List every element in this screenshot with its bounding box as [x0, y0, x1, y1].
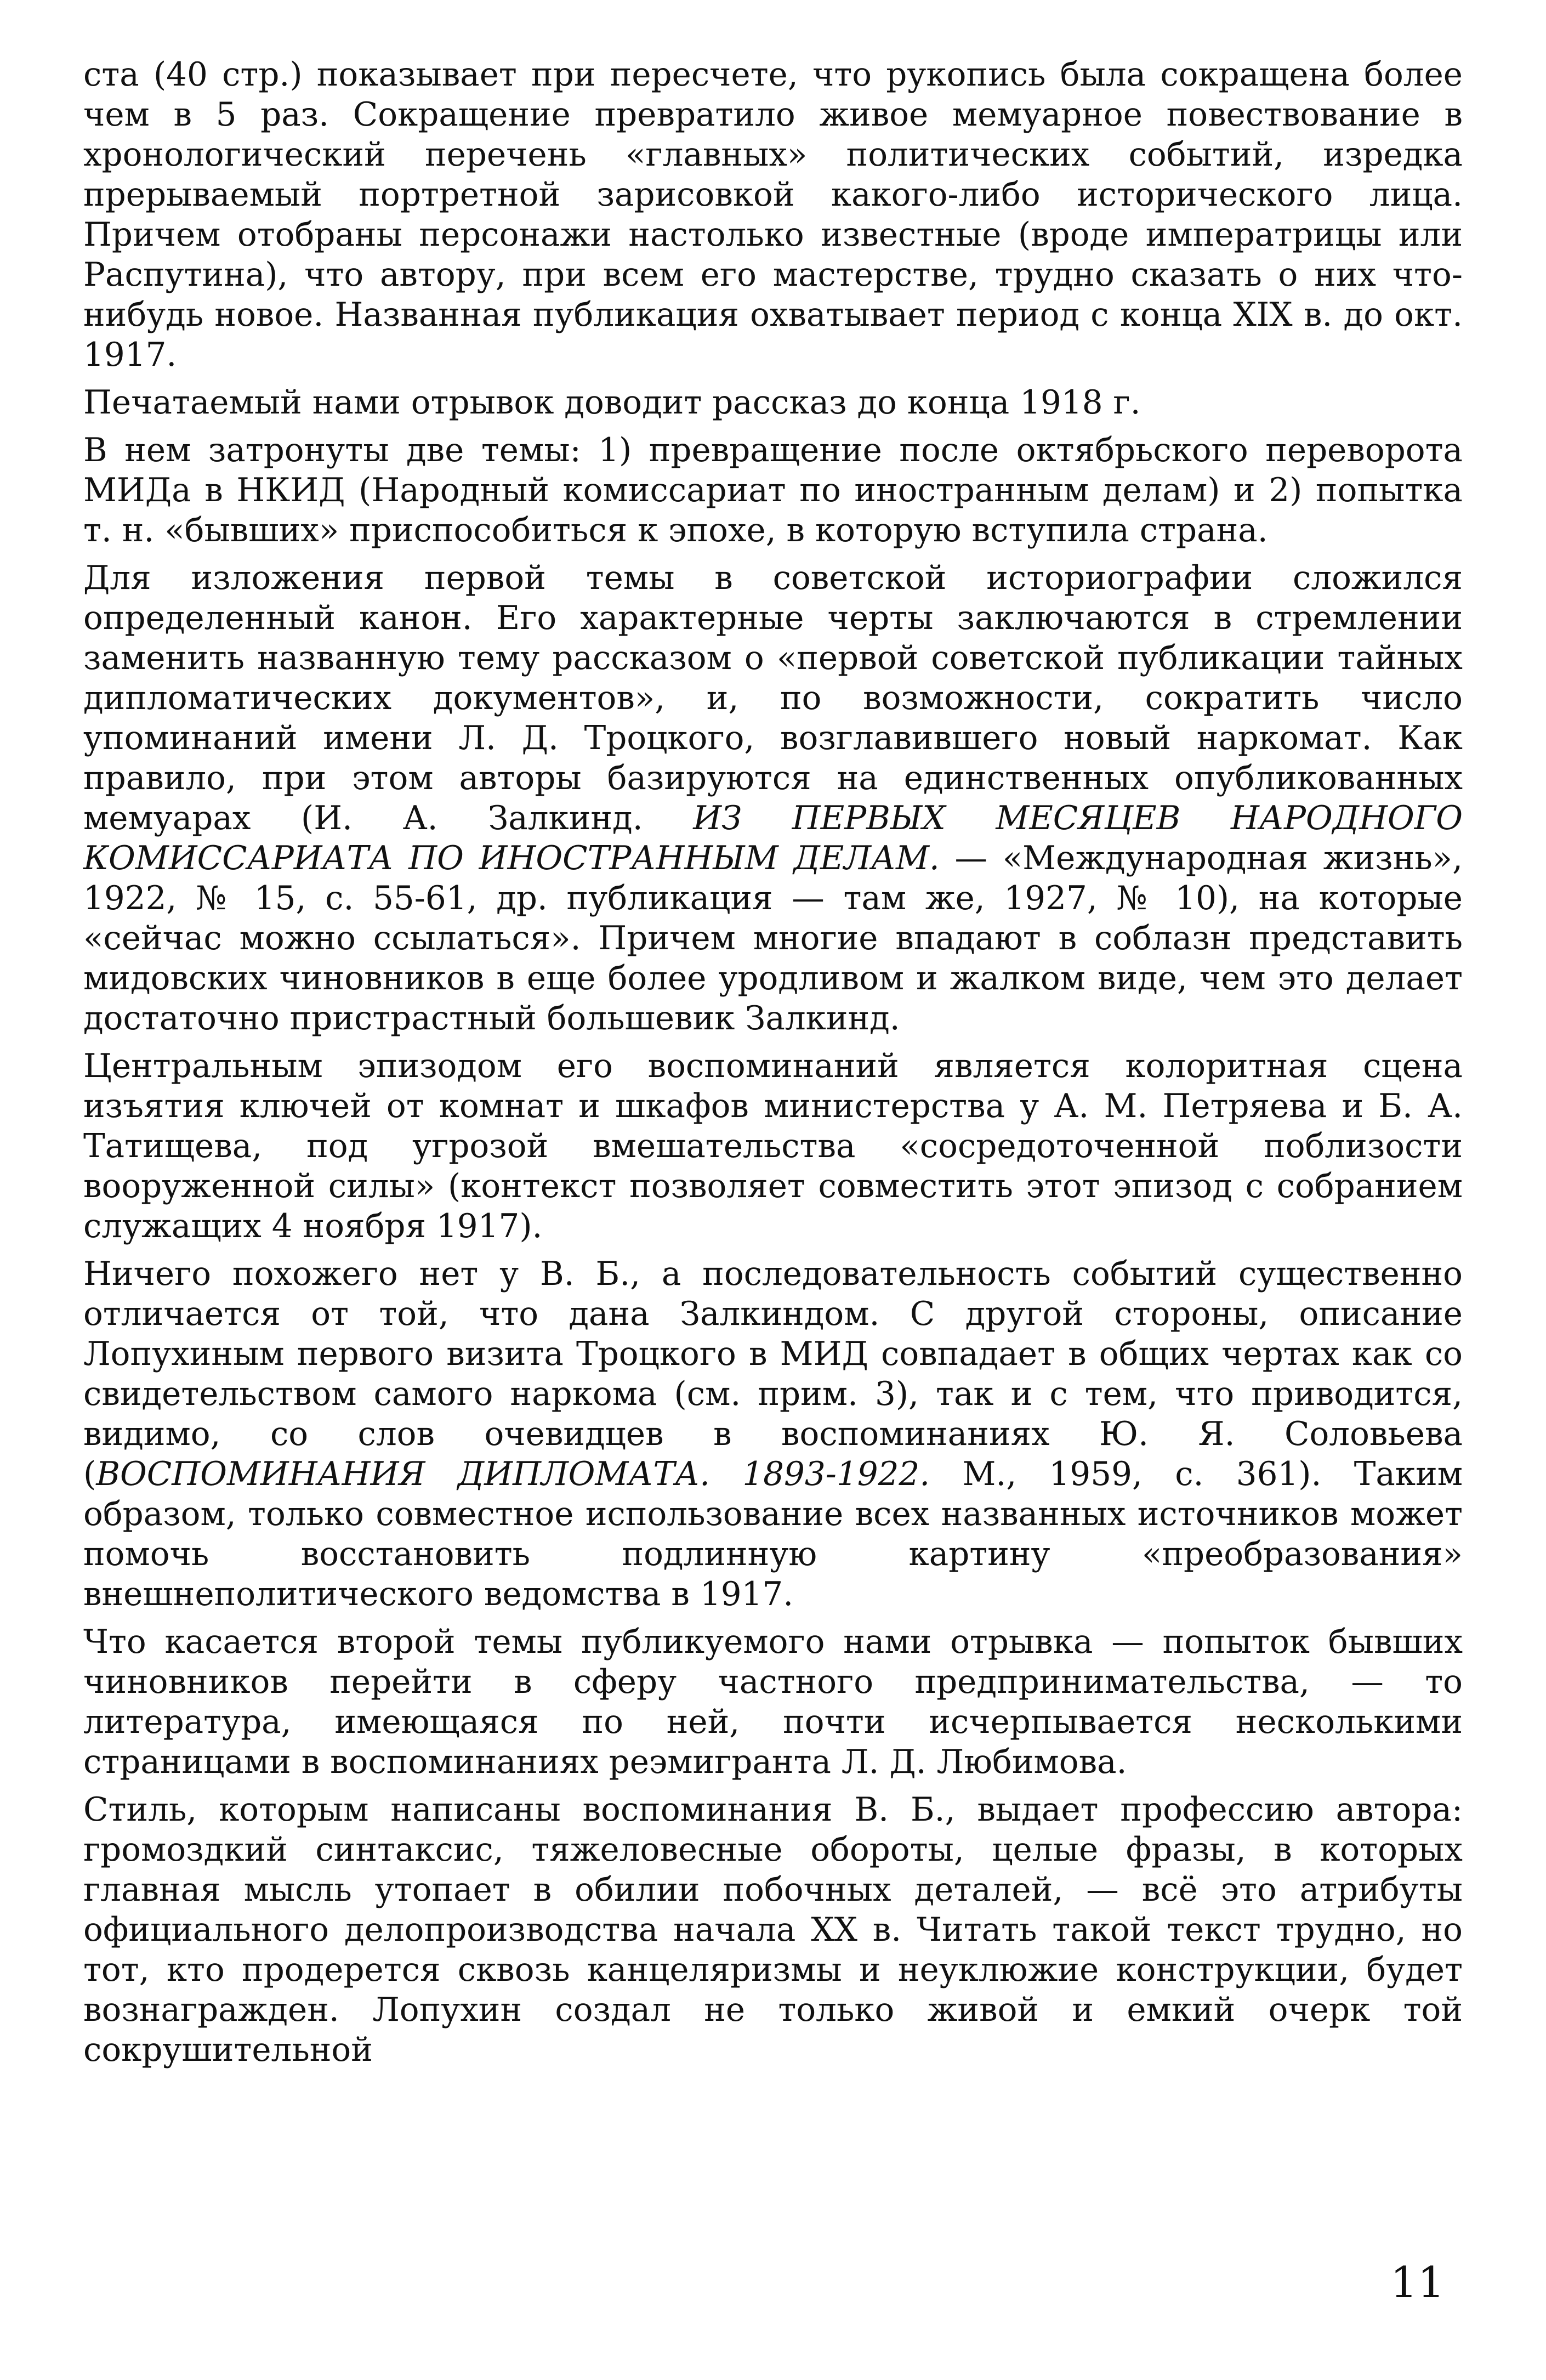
paragraph-4-rest: — «Международная жизнь», 1922, № 15, с. 55-61, др. публикация — там же, 1927, № 10), на которые «сейчас можно ссылаться». Причем многие впадают в соблазн представить мидовских чиновников в еще более уродливом и жалком виде, чем это делает достаточно пристрастный большевик Залкинд.: [83, 840, 1463, 1038]
paragraph-7: Что касается второй темы публикуемого нами отрывка — попыток бывших чиновников перейти в сферу частного предпринимательства, — то литература, имеющаяся по ней, почти исчерпывается несколькими страницами в воспоминаниях реэмигранта Л. Д. Любимова.: [83, 1623, 1463, 1781]
paragraph-4: [83, 558, 1463, 1039]
paragraph-5: Центральным эпизодом его воспоминаний является колоритная сцена изъятия ключей от комнат и шкафов министерства у А. М. Петряева и Б. А. Татищева, под угрозой вмешательства «сосредоточенной поблизости вооруженной силы» (контекст позволяет совместить этот эпизод с собранием служащих 4 ноября 1917).: [83, 1047, 1463, 1245]
paragraph-6: [83, 1254, 1463, 1614]
paragraph-4-italic-title: ИЗ ПЕРВЫХ МЕСЯЦЕВ НАРОДНОГО КОМИССАРИАТА ПО ИНОСТРАННЫМ ДЕЛАМ.: [83, 800, 1463, 877]
paragraph-6-text: Ничего похожего нет у В. Б., а последовательность событий существенно отличается от той, что дана Залкиндом. С другой стороны, описание Лопухиным первого визита Троцкого в МИД совпадает в общих чертах как со свидетельством самого наркома (см. прим. 3), так и с тем, что приводится, видимо, со слов очевидцев в воспоминаниях Ю. Я. Соловьева (: [83, 1255, 1463, 1493]
paragraph-6-rest: М., 1959, с. 361). Таким образом, только совместное использование всех названных источников может помочь восстановить подлинную картину «преобразования» внешнеполитического ведомства в 1917.: [83, 1455, 1463, 1613]
paragraph-8: Стиль, которым написаны воспоминания В. Б., выдает профессию автора: громоздкий синтаксис, тяжеловесные обороты, целые фразы, в которых главная мысль утопает в обилии побочных деталей, — всё это атрибуты официального делопроизводства начала XX в. Читать такой текст трудно, но тот, кто продерется сквозь канцеляризмы и неуклюжие конструкции, будет вознагражден. Лопухин создал не только живой и емкий очерк той сокрушительной: [83, 1791, 1463, 2069]
paragraph-3: В нем затронуты две темы: 1) превращение после октябрьского переворота МИДа в НКИД (Народный комиссариат по иностранным делам) и 2) попытка т. н. «бывших» приспособиться к эпохе, в которую вступила страна.: [83, 432, 1463, 549]
paragraph-4-text: Для изложения первой темы в советской историографии сложился определенный канон. Его характерные черты заключаются в стремлении заменить названную тему рассказом о «первой советской публикации тайных дипломатических документов», и, по возможности, сократить число упоминаний имени Л. Д. Троцкого, возглавившего новый наркомат. Как правило, при этом авторы базируются на единственных опубликованных мемуарах (И. А. Залкинд.: [83, 559, 1463, 837]
page-body: [83, 55, 1463, 2314]
paragraph-2: Печатаемый нами отрывок доводит рассказ до конца 1918 г.: [83, 384, 1141, 422]
page-number: 11: [1390, 2258, 1445, 2308]
paragraph-1: ста (40 стр.) показывает при пересчете, что рукопись была сокращена более чем в 5 раз. Сокращение превратило живое мемуарное повествование в хронологический перечень «главных» политических событий, изредка прерываемый портретной зарисовкой какого-либо исторического лица. Причем отобраны персонажи настолько известные (вроде императрицы или Распутина), что автору, при всем его мастерстве, трудно сказать о них что-нибудь новое. Названная публикация охватывает период с конца XIX в. до окт. 1917.: [83, 56, 1463, 374]
paragraph-6-italic-title: ВОСПОМИНАНИЯ ДИПЛОМАТА. 1893-1922.: [96, 1455, 930, 1493]
